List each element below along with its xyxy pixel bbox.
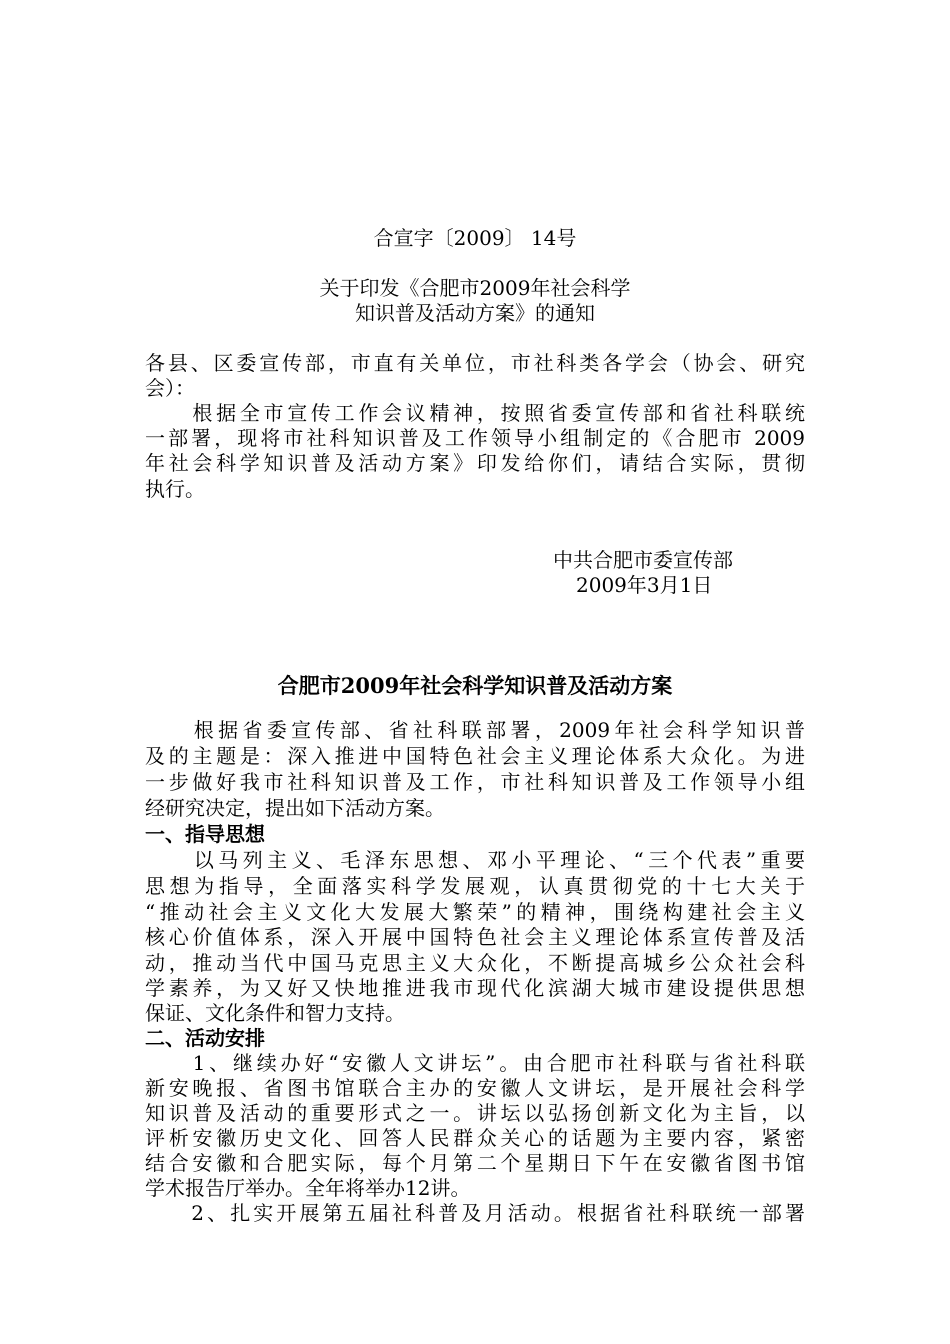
document-number: 合宣字〔2009〕 14号	[373, 226, 577, 250]
intro-line-1: 根据省委宣传部、省社科联部署，2009年社会科学知识普	[145, 718, 805, 742]
addressee-line-2: 会）：	[145, 376, 195, 400]
addressee-line-1: 各县、区委宣传部，市直有关单位，市社科类各学会（协会、研究	[145, 351, 805, 375]
section-1-line-3: “推动社会主义文化大发展大繁荣”的精神，围绕构建社会主义	[145, 900, 805, 924]
signature-date: 2009年3月1日	[576, 573, 713, 597]
intro-line-3: 一步做好我市社科知识普及工作，市社科知识普及工作领导小组	[145, 770, 805, 794]
section-1-line-7: 保证、文化条件和智力支持。	[145, 1001, 405, 1025]
body-line-4: 执行。	[145, 477, 205, 501]
section-2-heading: 二、活动安排	[145, 1026, 265, 1050]
section-2-line-7: 2、扎实开展第五届社科普及月活动。根据省社科联统一部署	[145, 1201, 805, 1225]
section-1-line-2: 思想为指导，全面落实科学发展观，认真贯彻党的十七大关于	[145, 874, 805, 898]
section-1-line-4: 核心价值体系，深入开展中国特色社会主义理论体系宣传普及活	[145, 925, 805, 949]
section-2-line-3: 知识普及活动的重要形式之一。讲坛以弘扬创新文化为主旨，以	[145, 1101, 805, 1125]
section-2-line-6: 学术报告厅举办。全年将举办12讲。	[145, 1176, 471, 1200]
section-2-line-5: 结合安徽和合肥实际，每个月第二个星期日下午在安徽省图书馆	[145, 1151, 805, 1175]
notice-title-line-1: 关于印发《合肥市2009年社会科学	[319, 276, 631, 300]
section-2-line-1: 1、继续办好“安徽人文讲坛”。由合肥市社科联与省社科联	[145, 1051, 805, 1075]
section-1-line-5: 动，推动当代中国马克思主义大众化，不断提高城乡公众社会科	[145, 951, 805, 975]
section-1-line-6: 学素养，为又好又快地推进我市现代化滨湖大城市建设提供思想	[145, 976, 805, 1000]
section-2-line-4: 评析安徽历史文化、回答人民群众关心的话题为主要内容，紧密	[145, 1126, 805, 1150]
body-line-2: 一部署，现将市社科知识普及工作领导小组制定的《合肥市 2009	[145, 426, 805, 450]
notice-title-line-2: 知识普及活动方案》的通知	[355, 301, 595, 325]
intro-line-2: 及的主题是：深入推进中国特色社会主义理论体系大众化。为进	[145, 744, 805, 768]
signature-org: 中共合肥市委宣传部	[553, 548, 733, 572]
section-1-line-1: 以马列主义、毛泽东思想、邓小平理论、“三个代表”重要	[145, 848, 805, 872]
plan-title: 合肥市2009年社会科学知识普及活动方案	[277, 673, 673, 698]
body-line-1: 根据全市宣传工作会议精神，按照省委宣传部和省社科联统	[145, 401, 805, 425]
body-line-3: 年社会科学知识普及活动方案》印发给你们，请结合实际，贯彻	[145, 451, 805, 475]
intro-line-4: 经研究决定，提出如下活动方案。	[145, 796, 445, 820]
section-1-heading: 一、指导思想	[145, 822, 265, 846]
section-2-line-2: 新安晚报、省图书馆联合主办的安徽人文讲坛，是开展社会科学	[145, 1076, 805, 1100]
